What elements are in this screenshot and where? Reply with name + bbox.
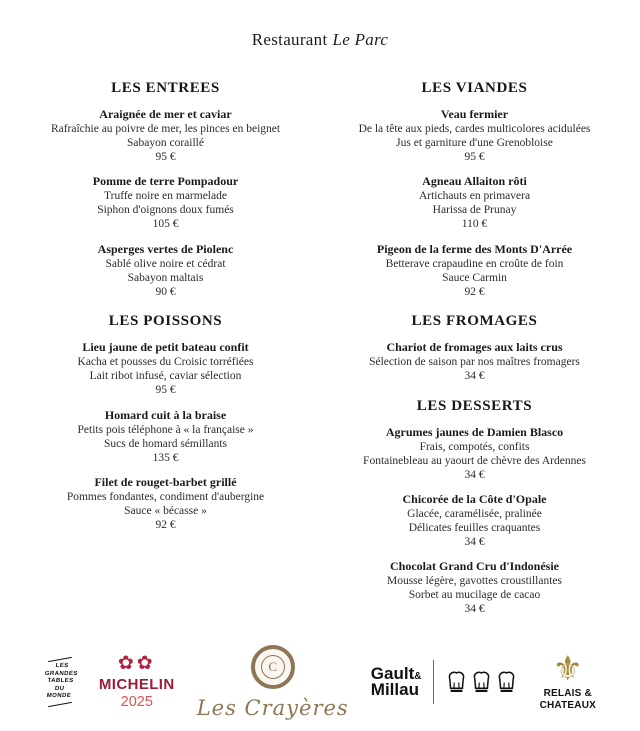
section-heading: LES ENTREES xyxy=(111,80,220,96)
dish-description: Frais, compotés, confits xyxy=(419,440,530,453)
dish-description: Sélection de saison par nos maîtres fromagers xyxy=(369,356,580,369)
dish-description: Sablé olive noire et cédrat xyxy=(105,257,226,270)
divider xyxy=(433,660,434,704)
restaurant-label: Restaurant xyxy=(251,30,328,49)
dish xyxy=(333,425,616,482)
crayeres-name: Les Crayères xyxy=(196,695,349,720)
restaurant-name: Le Parc xyxy=(332,30,389,49)
menu-column-left xyxy=(24,80,307,631)
dish-name: Agrumes jaunes de Damien Blasco xyxy=(385,424,564,439)
dish-description: Sabayon maltais xyxy=(127,271,204,284)
dish xyxy=(24,174,307,231)
dish-price: 34 € xyxy=(464,468,485,481)
dish-name: Lieu jaune de petit bateau confit xyxy=(82,340,249,355)
michelin-stars xyxy=(99,654,175,673)
dish xyxy=(333,559,616,616)
page-title xyxy=(0,0,640,50)
logo-line: RELAIS & xyxy=(543,688,592,699)
michelin-year: 2025 xyxy=(120,694,153,710)
dish-price: 90 € xyxy=(155,285,176,298)
dish-price: 105 € xyxy=(152,218,179,231)
toque-icon xyxy=(446,669,467,695)
section-viandes xyxy=(333,80,616,299)
logo-line: CHATEAUX xyxy=(539,700,596,711)
dish-price: 34 € xyxy=(464,370,485,383)
dish-description: Petits pois téléphone à « la française » xyxy=(77,423,254,436)
section-entrees xyxy=(24,80,307,299)
ampersand: & xyxy=(414,670,422,682)
logo-line: LES xyxy=(55,663,69,670)
menu-column-right xyxy=(333,80,616,631)
michelin-star-icon: ✿ xyxy=(136,653,156,674)
relais-chateaux-text xyxy=(540,688,596,712)
dish-description: Rafraîchie au poivre de mer, les pinces en beignet xyxy=(50,123,281,135)
dish xyxy=(333,492,616,549)
dish-price: 34 € xyxy=(464,536,485,549)
dish-price: 92 € xyxy=(155,519,176,532)
toques-group xyxy=(446,669,517,695)
michelin-logo xyxy=(99,654,175,710)
dish-name: Pigeon de la ferme des Monts D'Arrée xyxy=(376,241,573,256)
grandes-tables-du-monde-logo xyxy=(44,656,77,708)
slanted-rule xyxy=(49,657,73,662)
gault-word: Gault xyxy=(370,663,415,683)
dish-description: Fontainebleau au yaourt de chèvre des Ardennes xyxy=(363,454,586,467)
section-fromages xyxy=(333,313,616,383)
dish-description: Truffe noire en marmelade xyxy=(104,190,227,203)
dish-description: Artichauts en primavera xyxy=(418,190,531,203)
dish-description: Siphon d'oignons doux fumés xyxy=(97,204,234,217)
section-heading: LES DESSERTS xyxy=(416,397,533,414)
michelin-label: MICHELIN xyxy=(98,676,175,693)
menu-columns xyxy=(0,50,640,631)
logo-line: GRANDES xyxy=(44,670,78,677)
dish-name: Asperges vertes de Piolenc xyxy=(97,241,234,256)
dish-description: Délicates feuilles craquantes xyxy=(408,522,541,535)
dish-price: 92 € xyxy=(464,285,485,298)
dish xyxy=(333,242,616,299)
dish xyxy=(24,242,307,299)
dish-name: Agneau Allaiton rôti xyxy=(422,174,527,189)
dish-price: 34 € xyxy=(464,603,485,616)
dish-description: Kacha et pousses du Croisic torréfiées xyxy=(77,356,254,369)
dish-price: 135 € xyxy=(152,451,179,464)
dish xyxy=(24,475,307,532)
dish-description: Glacée, caramélisée, pralinée xyxy=(407,508,542,521)
dish-name: Homard cuit à la braise xyxy=(104,407,227,422)
dish-description: Mousse légère, gavottes croustillantes xyxy=(386,575,562,588)
slanted-rule xyxy=(49,702,73,707)
section-poissons xyxy=(24,313,307,532)
dish-name: Araignée de mer et caviar xyxy=(99,107,232,121)
dish-description: Sauce Carmin xyxy=(442,271,507,284)
dish-name: Chocolat Grand Cru d'Indonésie xyxy=(389,559,560,574)
dish-name: Pomme de terre Pompadour xyxy=(92,174,239,189)
dish xyxy=(24,340,307,397)
dish-name: Chicorée de la Côte d'Opale xyxy=(402,492,547,507)
les-crayeres-logo xyxy=(197,645,349,720)
relais-chateaux-logo xyxy=(540,652,596,712)
dish xyxy=(24,107,307,164)
dish-description: Pommes fondantes, condiment d'aubergine xyxy=(66,491,265,504)
michelin-star-icon: ✿ xyxy=(117,653,137,674)
crayeres-monogram: C xyxy=(261,655,285,679)
dish xyxy=(24,408,307,465)
dish-name: Chariot de fromages aux laits crus xyxy=(386,340,563,355)
dish-description: Sucs de homard sémillants xyxy=(104,437,227,450)
dish-name: Filet de rouget-barbet grillé xyxy=(94,475,237,490)
logo-line: DU xyxy=(54,685,65,692)
dish xyxy=(333,107,616,164)
dish-name: Veau fermier xyxy=(440,107,509,121)
gault-millau-text xyxy=(370,663,422,699)
grandes-tables-text xyxy=(42,663,79,701)
gault-millau-logo xyxy=(371,660,518,704)
footer-logos xyxy=(0,639,640,725)
dish-description: Sauce « bécasse » xyxy=(124,505,207,518)
dish-description: Sorbet au mucilage de cacao xyxy=(408,589,541,602)
dish xyxy=(333,340,616,383)
dish-price: 95 € xyxy=(155,384,176,397)
fleur-de-lis-icon: ⚜ xyxy=(552,650,584,688)
dish-description: Lait ribot infusé, caviar sélection xyxy=(89,370,242,383)
toque-icon xyxy=(496,669,517,695)
dish-description: Sabayon coraillé xyxy=(127,137,204,150)
dish-description: De la tête aux pieds, cardes multicolores acidulées xyxy=(358,123,591,135)
section-heading: LES FROMAGES xyxy=(411,313,538,330)
section-desserts xyxy=(333,398,616,617)
dish-description: Harissa de Prunay xyxy=(432,204,517,217)
dish-price: 110 € xyxy=(461,218,488,231)
millau-word: Millau xyxy=(370,680,419,699)
dish-price: 95 € xyxy=(464,151,485,164)
dish-description: Jus et garniture d'une Grenobloise xyxy=(396,137,553,150)
logo-line: MONDE xyxy=(46,693,72,700)
dish-price: 95 € xyxy=(155,151,176,164)
section-heading: LES POISSONS xyxy=(108,313,223,330)
toque-icon xyxy=(471,669,492,695)
crayeres-emblem-icon xyxy=(251,645,295,689)
dish xyxy=(333,174,616,231)
dish-description: Betterave crapaudine en croûte de foin xyxy=(385,257,564,270)
section-heading: LES VIANDES xyxy=(421,80,528,96)
logo-line: TABLES xyxy=(47,678,74,685)
